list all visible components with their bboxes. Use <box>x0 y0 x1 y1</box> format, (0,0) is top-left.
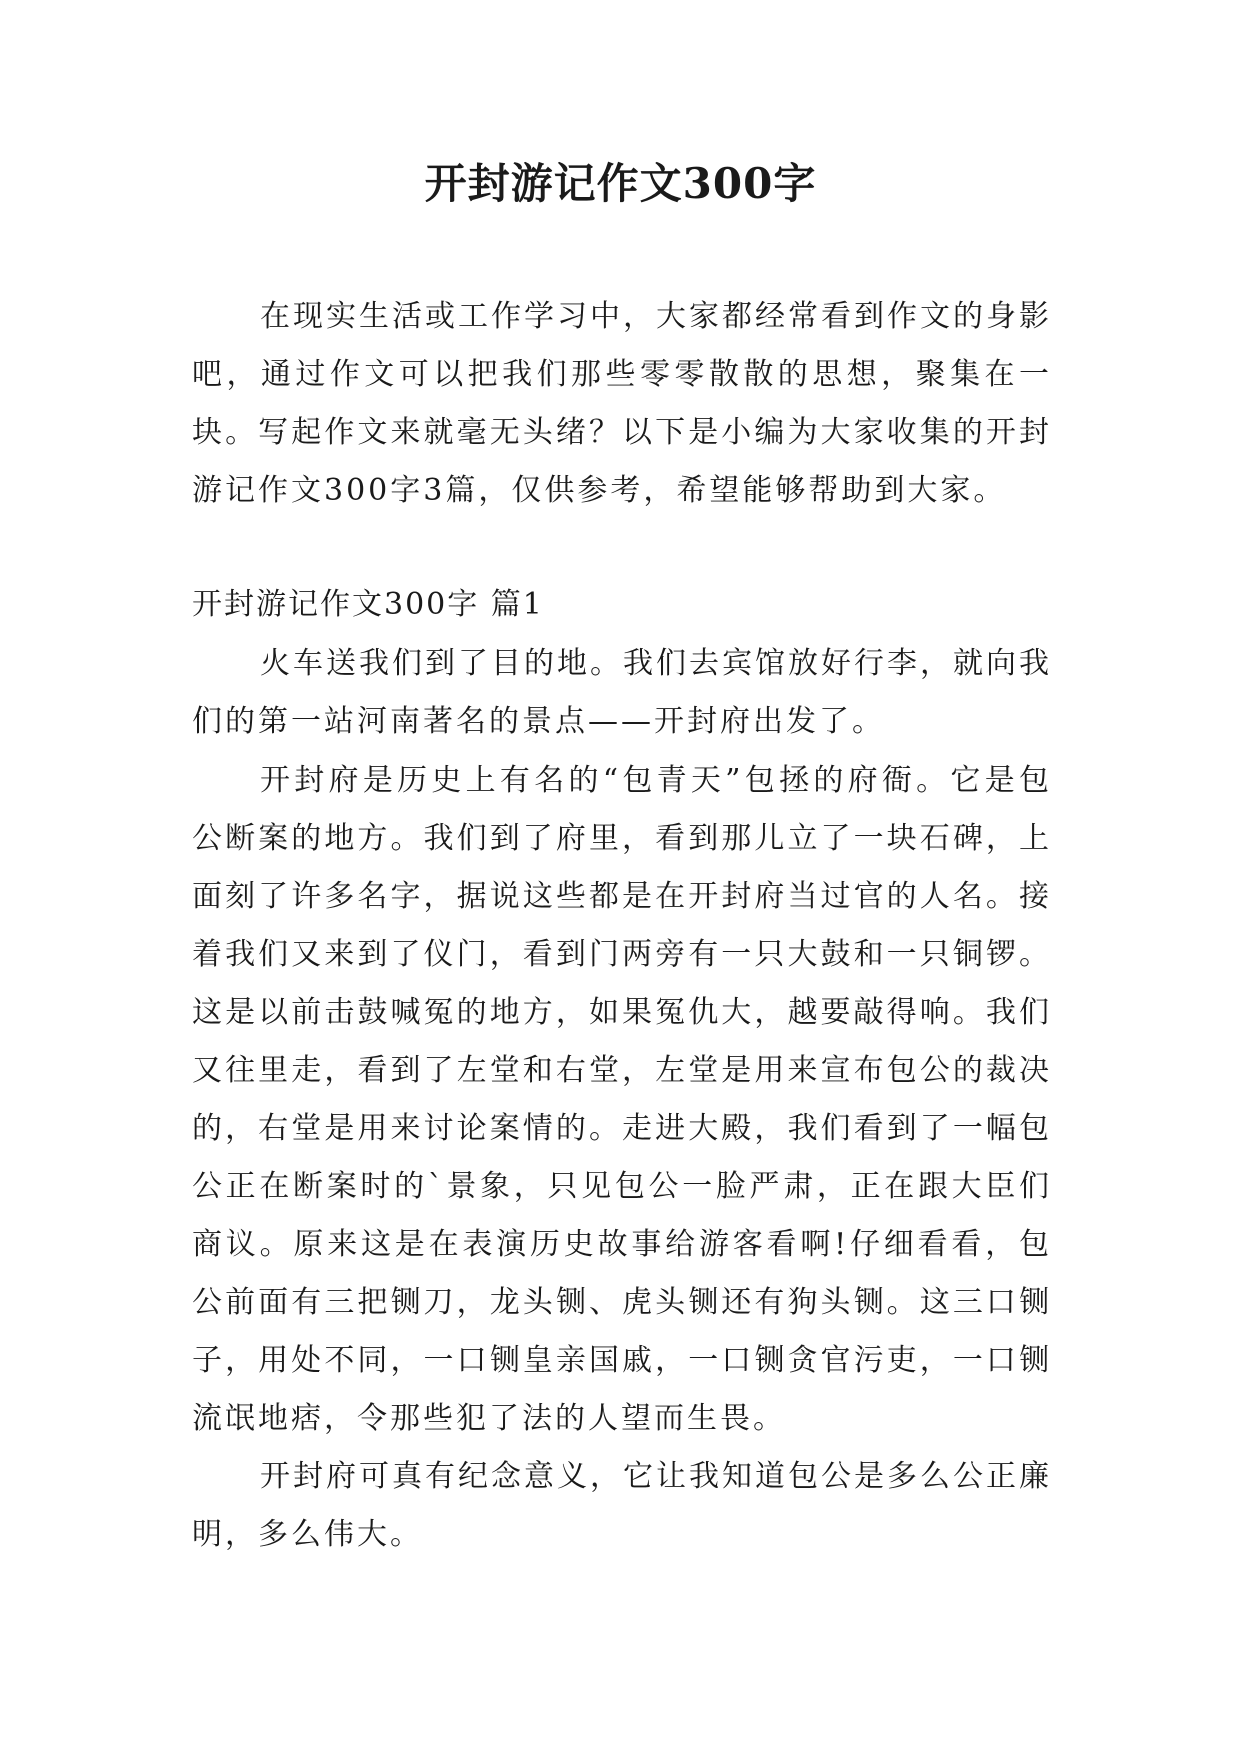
body-paragraph: 开封府可真有纪念意义，它让我知道包公是多么公正廉明，多么伟大。 <box>192 1459 1052 1552</box>
section-heading: 开封游记作文300字 篇1 <box>192 587 544 622</box>
document-title: 开封游记作文300字 <box>424 159 817 208</box>
body-paragraph: 开封府是历史上有名的“包青天”包拯的府衙。它是包公断案的地方。我们到了府里，看到那儿立了一块石碑，上面刻了许多名字，据说这些都是在开封府当过官的人名。接着我们又来到了仪门，看到门两旁有一只大鼓和一只铜锣。这是以前击鼓喊冤的地方，如果冤仇大，越要敲得响。我们又往里走，看到了左堂和右堂，左堂是用来宣布包公的裁决的，右堂是用来讨论案情的。走进大殿，我们看到了一幅包公正在断案时的`景象，只见包公一脸严肃，正在跟大臣们商议。原来这是在表演历史故事给游客看啊!仔细看看，包公前面有三把铡刀，龙头铡、虎头铡还有狗头铡。这三口铡子，用处不同，一口铡皇亲国戚，一口铡贪官污吏，一口铡流氓地痞，令那些犯了法的人望而生畏。 <box>192 763 1052 1436</box>
intro-paragraph: 在现实生活或工作学习中，大家都经常看到作文的身影吧，通过作文可以把我们那些零零散散的思想，聚集在一块。写起作文来就毫无头绪？以下是小编为大家收集的开封游记作文300字3篇，仅供参考，希望能够帮助到大家。 <box>192 299 1052 508</box>
body-paragraph: 火车送我们到了目的地。我们去宾馆放好行李，就向我们的第一站河南著名的景点——开封府出发了。 <box>192 646 1052 739</box>
